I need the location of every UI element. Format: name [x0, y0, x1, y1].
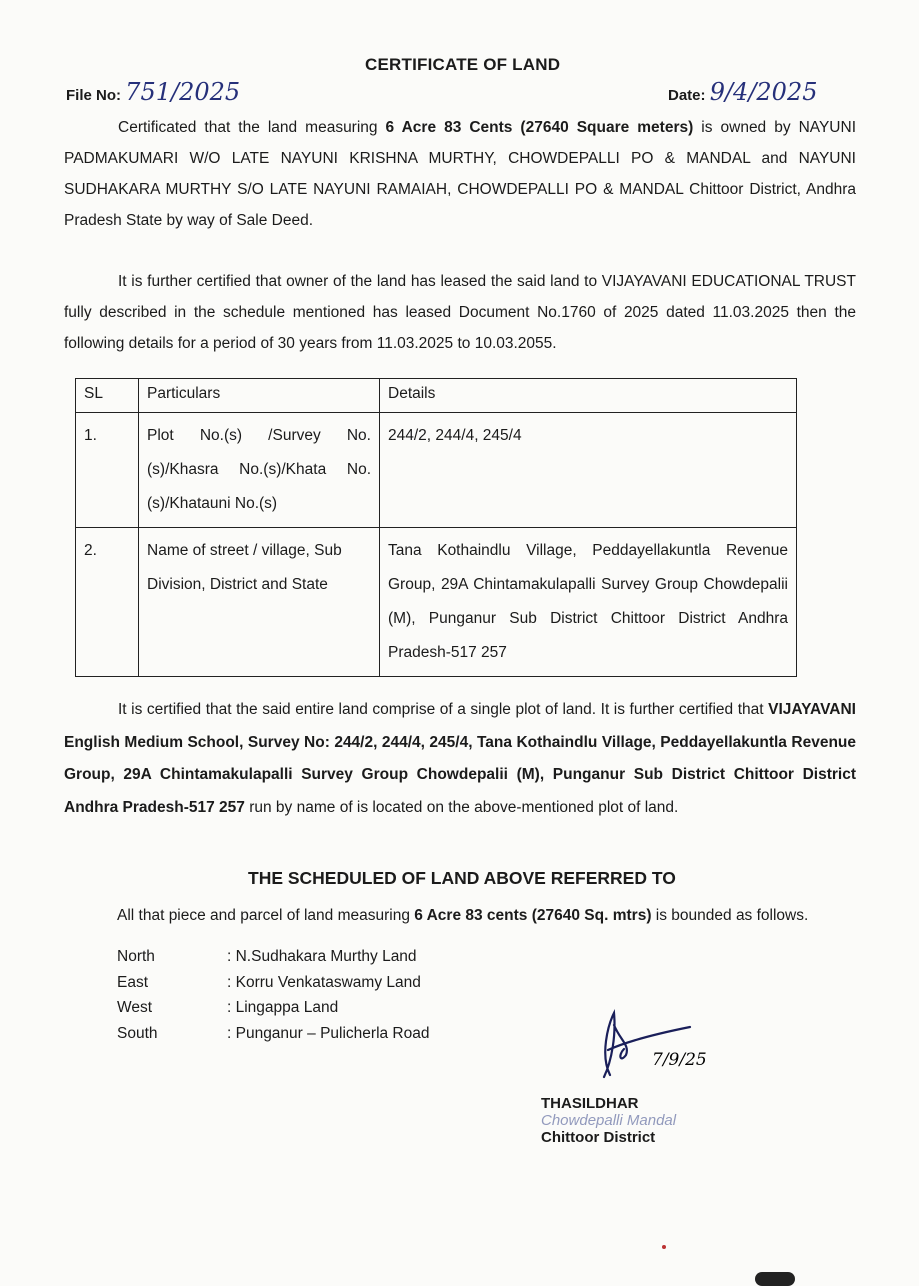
row-details: 244/2, 244/4, 245/4: [380, 413, 797, 528]
date-value: 9/4/2025: [709, 78, 818, 106]
row-sl: 2.: [76, 528, 139, 677]
lease-text: It is further certified that owner of the land has leased the said land to VIJAYAVANI EDUCATIONAL TRUST fully described in the schedule mentioned has leased Document No.1760 of 2025 dated 11.03.2025 then the following details for a period of 30 years from 11.03.2025 to 10.03.2055.: [64, 273, 856, 352]
boundary-direction: North: [117, 948, 155, 965]
boundary-value: : N.Sudhakara Murthy Land: [227, 948, 417, 965]
boundary-direction: East: [117, 973, 149, 991]
row-sl: 1.: [76, 413, 139, 528]
school-details: VIJAYAVANI English Medium School, Survey No: 244/2, 244/4, 245/4, Tana Kothaindlu Village, Peddayellakuntla Revenue Group, 29A Chintamakulapalli Survey Group Chowdepalii (M), Punganur Sub District Chittoor District Andhra Pradesh-517 257: [64, 701, 856, 816]
stamp-district: Chittoor District: [541, 1129, 656, 1146]
boundary-row: [117, 999, 430, 1025]
table-row: [76, 413, 797, 528]
file-number: [66, 78, 240, 106]
schedule-heading: THE SCHEDULED OF LAND ABOVE REFERRED TO: [248, 868, 676, 888]
schedule-text: [117, 907, 808, 925]
lease-paragraph: [64, 266, 856, 359]
land-details-table: [75, 378, 797, 677]
boundary-row: [117, 974, 430, 1000]
header-particulars: Particulars: [139, 379, 380, 413]
stamp-title: THASILDHAR: [541, 1095, 639, 1112]
plot-paragraph: [64, 694, 856, 824]
ownership-paragraph: [64, 112, 856, 236]
boundary-value: : Punganur – Pulicherla Road: [227, 1024, 430, 1042]
row-details: Tana Kothaindlu Village, Peddayellakuntla Revenue Group, 29A Chintamakulapalli Survey Group Chowdepalii (M), Punganur Sub District Chittoor District Andhra Pradesh-517 257: [380, 528, 797, 677]
boundary-direction: West: [117, 999, 153, 1016]
date-label: Date:: [668, 87, 706, 104]
schedule-measure: 6 Acre 83 cents (27640 Sq. mtrs): [414, 907, 652, 924]
row-particulars: Name of street / village, Sub Division, District and State: [139, 528, 380, 677]
land-measure: 6 Acre 83 Cents (27640 Square meters): [385, 119, 694, 136]
stamp-mandal: Chowdepalli Mandal: [541, 1112, 677, 1129]
ownership-text-1: Certificated that the land measuring: [118, 119, 386, 136]
boundary-value: : Korru Venkataswamy Land: [227, 973, 421, 991]
plot-text-2: run by name of is located on the above-mentioned plot of land.: [244, 798, 679, 816]
schedule-text-2: is bounded as follows.: [651, 907, 809, 924]
boundary-direction: South: [117, 1024, 158, 1042]
boundary-value: : Lingappa Land: [227, 999, 339, 1016]
table-row: [76, 528, 797, 677]
header-details: Details: [380, 379, 797, 413]
office-stamp: [541, 1095, 676, 1146]
boundary-row: [117, 948, 430, 974]
file-number-value: 751/2025: [125, 78, 241, 106]
signature: [590, 1005, 750, 1085]
schedule-text-1: All that piece and parcel of land measuring: [117, 907, 415, 924]
date-line: [668, 78, 817, 106]
table-header-row: [76, 379, 797, 413]
plot-text-1: It is certified that the said entire land comprise of a single plot of land. It is further certified that: [118, 701, 769, 718]
header-sl: SL: [76, 379, 139, 413]
ink-speck: [662, 1245, 666, 1249]
signature-date: 7/9/25: [652, 1050, 707, 1070]
document-title: CERTIFICATE OF LAND: [365, 55, 561, 74]
boundary-row: [117, 1025, 430, 1051]
ownership-text-2: is owned by NAYUNI PADMAKUMARI W/O LATE NAYUNI KRISHNA MURTHY, CHOWDEPALLI PO & MANDAL and NAYUNI SUDHAKARA MURTHY S/O LATE NAYUNI RAMAIAH, CHOWDEPALLI PO & MANDAL Chittoor District, Andhra Pradesh State by way of Sale Deed.: [64, 119, 856, 229]
file-number-label: File No:: [66, 87, 121, 104]
boundaries-list: [117, 948, 430, 1050]
page-corner-shadow: [755, 1272, 795, 1286]
row-particulars: Plot No.(s) /Survey No.(s)/Khasra No.(s)/Khata No.(s)/Khatauni No.(s): [139, 413, 380, 528]
